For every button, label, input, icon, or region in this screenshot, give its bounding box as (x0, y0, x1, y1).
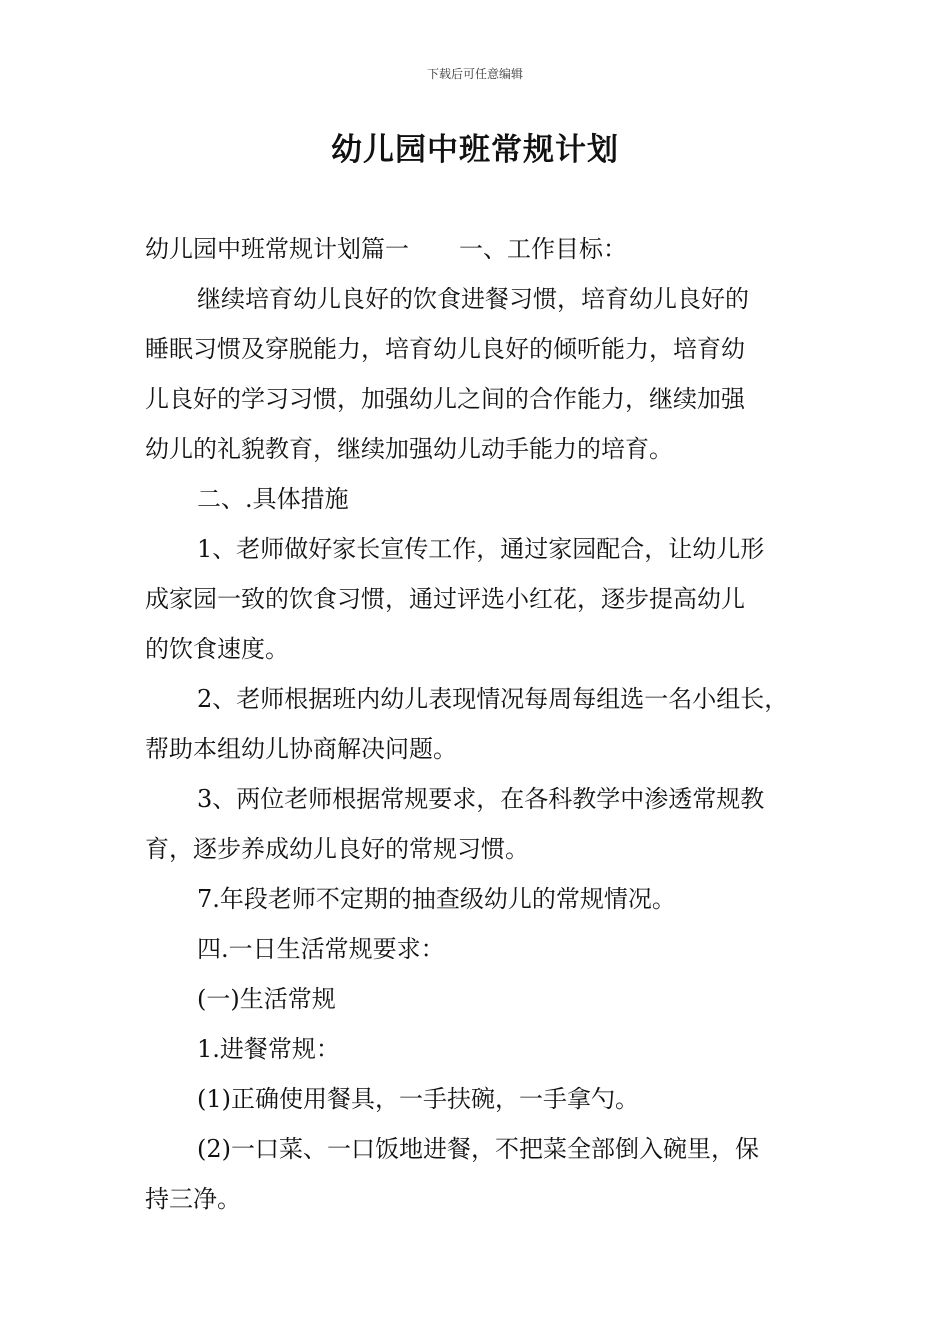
section-heading-daily-routine: 四.一日生活常规要求： (197, 935, 445, 963)
paragraph-line: 育，逐步养成幼儿良好的常规习惯。 (145, 835, 529, 863)
item-heading-meals: 1.进餐常规： (197, 1035, 340, 1063)
document-body (145, 224, 825, 1224)
header-note: 下载后可任意编辑 (426, 67, 523, 81)
paragraph-line: (2)一口菜、一口饭地进餐，不把菜全部倒入碗里，保 (197, 1135, 759, 1163)
paragraph-line: 1、老师做好家长宣传工作，通过家园配合，让幼儿形 (197, 535, 765, 563)
intro-lead: 幼儿园中班常规计划篇一 (145, 235, 409, 263)
paragraph-line: 3、两位老师根据常规要求，在各科教学中渗透常规教 (197, 785, 765, 813)
paragraph-line: 儿良好的学习习惯，加强幼儿之间的合作能力，继续加强 (145, 385, 745, 413)
paragraph-line: 的饮食速度。 (145, 635, 289, 663)
document-title: 幼儿园中班常规计划 (331, 132, 619, 168)
paragraph-line: 继续培育幼儿良好的饮食进餐习惯，培育幼儿良好的 (197, 285, 749, 313)
section-heading-goals: 一、工作目标： (459, 235, 627, 263)
paragraph-line: 睡眠习惯及穿脱能力，培育幼儿良好的倾听能力，培育幼 (145, 335, 745, 363)
paragraph-line: (1)正确使用餐具，一手扶碗，一手拿勺。 (197, 1085, 639, 1113)
paragraph-line: 帮助本组幼儿协商解决问题。 (145, 735, 457, 763)
paragraph-line: 2、老师根据班内幼儿表现情况每周每组选一名小组长， (197, 685, 789, 713)
paragraph-line: 7.年段老师不定期的抽查级幼儿的常规情况。 (197, 885, 676, 913)
paragraph-line: 持三净。 (145, 1185, 241, 1213)
intro-line (145, 224, 825, 274)
section-heading-measures: 二、.具体措施 (197, 485, 349, 513)
paragraph-line: 幼儿的礼貌教育，继续加强幼儿动手能力的培育。 (145, 435, 673, 463)
subsection-heading-life: (一)生活常规 (197, 985, 336, 1013)
paragraph-line: 成家园一致的饮食习惯，通过评选小红花，逐步提高幼儿 (145, 585, 745, 613)
